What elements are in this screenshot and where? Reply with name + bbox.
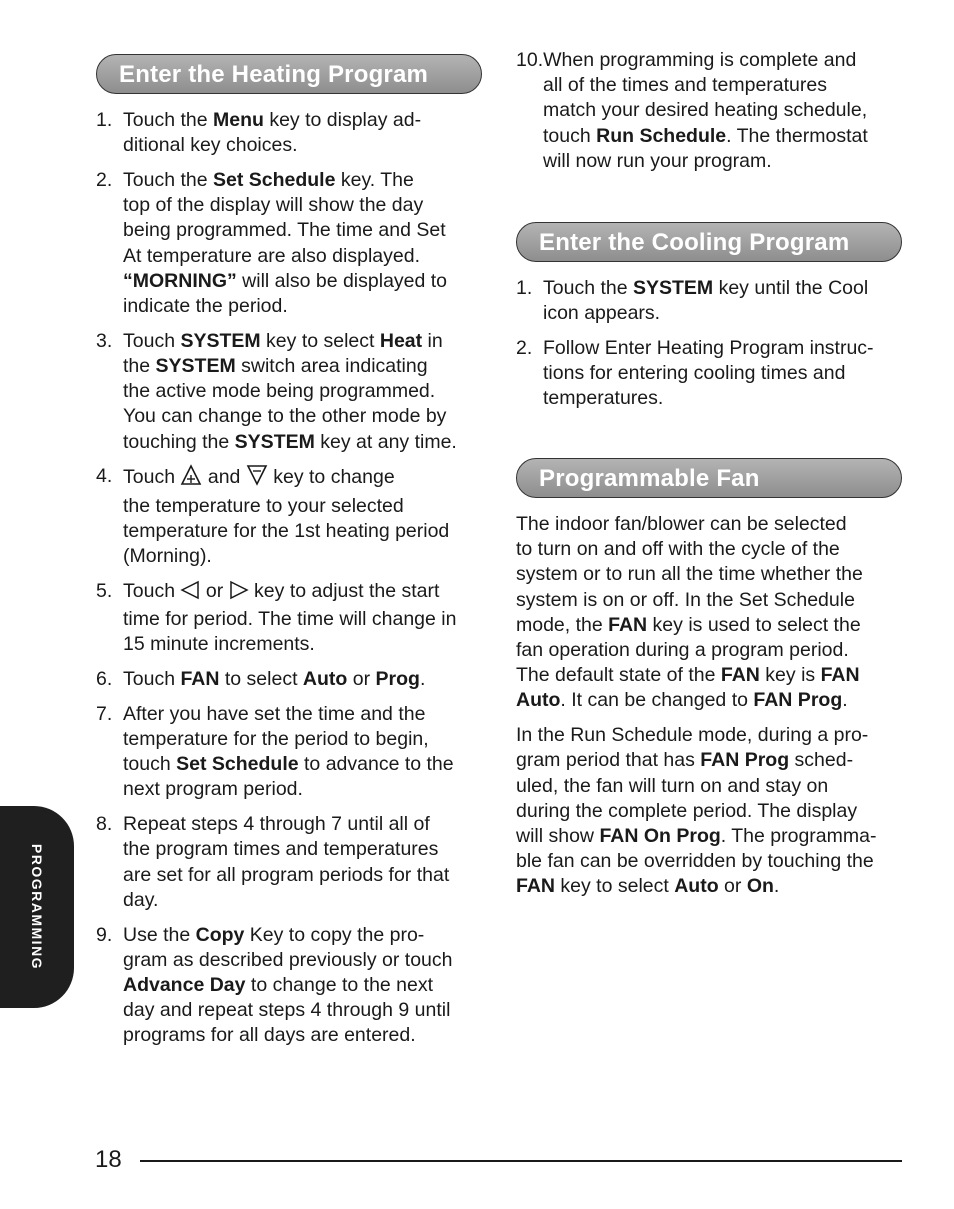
list-item: [96, 812, 484, 913]
text-run: Follow Enter Heating Program instruc-: [543, 337, 874, 359]
list-item-number: 3.: [96, 329, 113, 352]
right-arrow-icon: [229, 580, 249, 607]
text-run: system or to run all the time whether the: [516, 563, 863, 586]
text-run: key to display ad-: [263, 109, 422, 131]
text-run: Use the: [123, 923, 196, 946]
text-run: to advance to the: [298, 753, 454, 776]
text-run: The default state of the: [516, 664, 721, 687]
text-run: . It can be changed to: [560, 689, 754, 712]
list-item: [96, 579, 484, 658]
bold-term: Set Schedule: [212, 169, 336, 191]
text-run: during the complete period. The display: [516, 799, 858, 822]
text-run: being programmed. The time and Set: [123, 219, 446, 242]
text-run: The indoor fan/blower can be selected: [516, 513, 847, 535]
bold-term: FAN Prog: [700, 749, 790, 772]
text-run: to turn on and off with the cycle of the: [516, 538, 840, 561]
heating-steps-list: [96, 108, 484, 1058]
text-run: the: [123, 355, 156, 378]
bold-term: Run Schedule: [596, 124, 727, 147]
text-run: After you have set the time and the: [123, 702, 426, 725]
page-number: 18: [95, 1146, 122, 1173]
text-run: .: [842, 689, 848, 712]
list-item: [96, 464, 484, 569]
text-run: are set for all program periods for that: [123, 863, 450, 886]
text-run: .: [773, 875, 780, 898]
text-run: Touch: [123, 329, 181, 352]
bold-term: Auto: [516, 689, 561, 712]
fan-paragraphs: [516, 512, 904, 909]
text-run: fan operation during a program period.: [516, 639, 849, 662]
side-tab-label: PROGRAMMING: [29, 843, 45, 971]
text-run: day and repeat steps 4 through 9 until: [123, 999, 451, 1022]
cooling-steps-list: [516, 276, 904, 421]
bold-term: Copy: [195, 923, 245, 946]
text-run: Repeat steps 4 through 7 until all of: [123, 813, 430, 836]
bold-term: Prog: [375, 668, 420, 691]
bold-term: FAN On Prog: [599, 825, 721, 848]
text-run: time for period. The time will change in: [123, 608, 457, 631]
text-run: ditional key choices.: [123, 134, 298, 157]
heating-step-10: [516, 48, 904, 184]
bold-term: Heat: [379, 329, 423, 352]
fan-section-header: Programmable Fan: [516, 458, 902, 498]
text-run: Touch the: [543, 277, 633, 299]
text-run: When programming is complete and: [543, 49, 857, 71]
list-item-number: 7.: [96, 702, 113, 725]
cooling-section-header: Enter the Cooling Program: [516, 222, 902, 262]
bold-term: FAN: [180, 668, 220, 691]
text-run: Touch: [123, 668, 181, 691]
list-item: [96, 168, 484, 319]
text-run: will show: [516, 825, 600, 848]
text-run: match your desired heating schedule,: [543, 99, 868, 122]
text-run: key to adjust the start: [248, 579, 440, 602]
text-run: top of the display will show the day: [123, 194, 424, 217]
list-item: [96, 108, 484, 158]
text-run: system is on or off. In the Set Schedule: [516, 588, 855, 611]
text-run: will also be displayed to: [236, 269, 448, 292]
paragraph: [516, 512, 904, 714]
text-run: Touch the: [123, 109, 213, 131]
text-run: touching the: [123, 430, 235, 453]
text-run: At temperature are also displayed.: [123, 244, 420, 267]
list-item-number: 10.: [516, 49, 544, 71]
text-run: gram period that has: [516, 749, 701, 772]
text-run: 15 minute increments.: [123, 633, 315, 656]
text-run: icon appears.: [543, 302, 661, 325]
text-run: . The thermostat: [726, 124, 868, 147]
up-arrow-icon: [180, 464, 202, 493]
list-item: [96, 329, 484, 455]
text-run: key until the Cool: [713, 277, 869, 299]
text-run: switch area indicating: [235, 355, 428, 378]
text-run: .: [419, 668, 426, 691]
bold-term: FAN: [516, 875, 555, 898]
text-run: indicate the period.: [123, 295, 288, 318]
text-run: to select: [219, 668, 303, 691]
bold-term: SYSTEM: [180, 329, 261, 352]
text-run: or: [347, 668, 376, 691]
bold-term: Menu: [212, 109, 264, 131]
section-side-tab: [0, 806, 74, 1008]
bold-term: On: [746, 875, 774, 898]
text-run: uled, the fan will turn on and stay on: [516, 774, 829, 797]
list-item: [96, 923, 484, 1049]
text-run: Touch: [123, 579, 181, 602]
list-item-number: 1.: [516, 277, 533, 299]
text-run: In the Run Schedule mode, during a pro-: [516, 724, 869, 747]
text-run: temperature for the 1st heating period: [123, 519, 450, 542]
bold-term: SYSTEM: [155, 355, 236, 378]
text-run: key to select: [260, 329, 380, 352]
bold-term: SYSTEM: [632, 277, 714, 299]
text-run: or: [200, 579, 229, 602]
text-run: touch: [123, 753, 177, 776]
list-item: [516, 276, 904, 326]
text-run: in: [422, 329, 443, 352]
text-run: mode, the: [516, 613, 609, 636]
text-run: key at any time.: [314, 430, 457, 453]
text-run: touch: [543, 124, 597, 147]
text-run: key. The: [335, 169, 414, 191]
list-item-number: 4.: [96, 465, 113, 488]
list-item-number: 5.: [96, 579, 113, 602]
bold-term: Auto: [674, 875, 719, 898]
bold-term: FAN: [820, 664, 860, 687]
text-run: key is: [759, 664, 821, 687]
list-item-number: 2.: [516, 337, 533, 359]
text-run: key is used to select the: [647, 613, 861, 636]
bold-term: FAN: [608, 613, 648, 636]
list-item-number: 1.: [96, 109, 113, 131]
heating-section-header: Enter the Heating Program: [96, 54, 482, 94]
text-run: the temperature to your selected: [123, 494, 404, 517]
list-item-number: 2.: [96, 169, 113, 191]
bold-term: Auto: [302, 668, 348, 691]
text-run: key to change: [267, 466, 395, 489]
list-item: [516, 336, 904, 412]
text-run: Touch: [123, 466, 181, 489]
list-item-number: 9.: [96, 923, 113, 946]
list-item: [516, 48, 904, 174]
text-run: Key to copy the pro-: [244, 923, 425, 946]
text-run: to change to the next: [245, 974, 434, 997]
list-item: [96, 702, 484, 803]
text-run: You can change to the other mode by: [123, 405, 447, 428]
text-run: Touch the: [123, 169, 213, 191]
bold-term: Advance Day: [123, 974, 246, 997]
bold-term: SYSTEM: [234, 430, 315, 453]
bold-term: FAN Prog: [753, 689, 843, 712]
list-item-number: 6.: [96, 668, 113, 691]
down-arrow-icon: [246, 464, 268, 493]
bold-term: “MORNING”: [123, 269, 237, 292]
text-run: sched-: [789, 749, 854, 772]
text-run: gram as described previously or touch: [123, 948, 453, 971]
text-run: day.: [123, 888, 159, 911]
text-run: all of the times and temperatures: [543, 74, 827, 97]
text-run: and: [202, 466, 246, 489]
paragraph: [516, 723, 904, 899]
text-run: temperature for the period to begin,: [123, 728, 429, 751]
text-run: or: [718, 875, 747, 898]
footer-rule: [140, 1160, 902, 1162]
text-run: tions for entering cooling times and: [543, 362, 846, 385]
text-run: key to select: [555, 875, 675, 898]
text-run: the program times and temperatures: [123, 838, 439, 861]
text-run: (Morning).: [123, 545, 212, 568]
text-run: programs for all days are entered.: [123, 1024, 416, 1047]
text-run: the active mode being programmed.: [123, 380, 436, 403]
bold-term: Set Schedule: [176, 753, 299, 776]
text-run: ble fan can be overridden by touching the: [516, 850, 874, 873]
left-arrow-icon: [180, 580, 200, 607]
bold-term: FAN: [720, 664, 760, 687]
text-run: temperatures.: [543, 387, 664, 410]
text-run: next program period.: [123, 778, 303, 801]
text-run: . The programma-: [720, 825, 877, 848]
list-item-number: 8.: [96, 813, 113, 836]
text-run: will now run your program.: [543, 149, 772, 172]
list-item: [96, 667, 484, 692]
